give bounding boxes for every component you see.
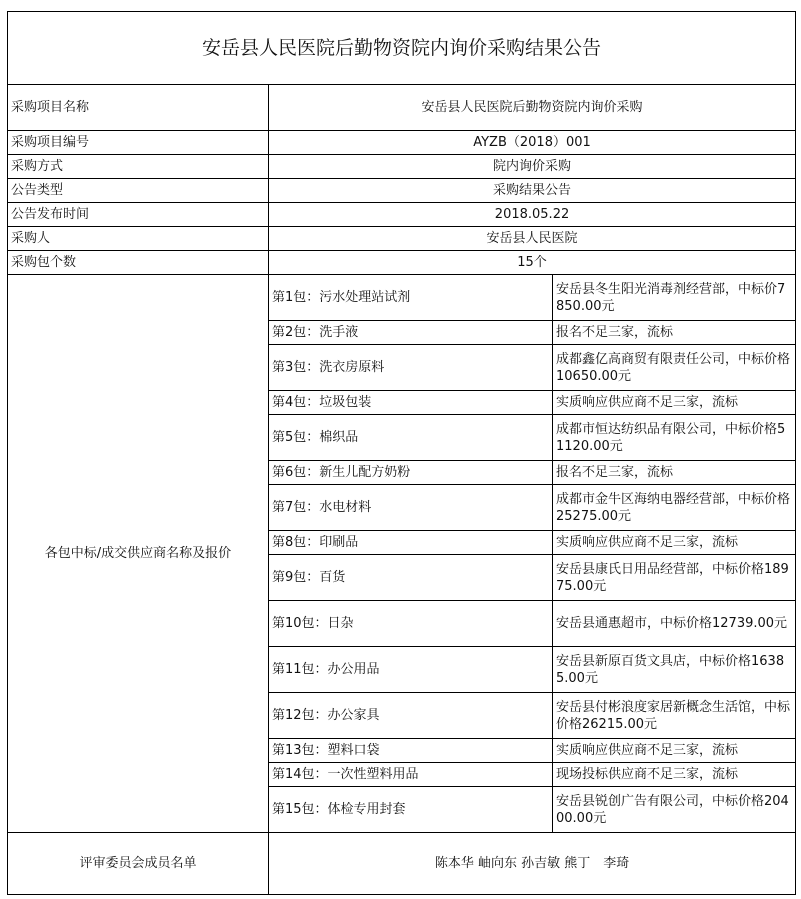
- package-name: 第11包：办公用品: [269, 647, 553, 693]
- package-count-value: 15个: [269, 251, 796, 275]
- announcement-type-value: 采购结果公告: [269, 179, 796, 203]
- package-name: 第13包：塑料口袋: [269, 739, 553, 763]
- project-number-value: AYZB（2018）001: [269, 131, 796, 155]
- packages-label: 各包中标/成交供应商名称及报价: [8, 275, 269, 833]
- package-name: 第10包：日杂: [269, 601, 553, 647]
- package-name: 第5包：棉织品: [269, 415, 553, 461]
- procurement-method-value: 院内询价采购: [269, 155, 796, 179]
- project-number-label: 采购项目编号: [8, 131, 269, 155]
- purchaser-label: 采购人: [8, 227, 269, 251]
- package-name: 第12包：办公家具: [269, 693, 553, 739]
- package-name: 第4包：垃圾包装: [269, 391, 553, 415]
- announcement-title: 安岳县人民医院后勤物资院内询价采购结果公告: [8, 12, 796, 85]
- package-name: 第15包：体检专用封套: [269, 787, 553, 833]
- package-name: 第14包：一次性塑料用品: [269, 763, 553, 787]
- package-name: 第3包：洗衣房原料: [269, 345, 553, 391]
- package-result: 现场投标供应商不足三家，流标: [553, 763, 796, 787]
- package-result: 安岳县通惠超市，中标价格12739.00元: [553, 601, 796, 647]
- committee-members: 陈本华 岫向东 孙吉敏 熊丁 李琦: [269, 833, 796, 895]
- package-result: 安岳县冬生阳光消毒剂经营部，中标价7850.00元: [553, 275, 796, 321]
- package-name: 第2包：洗手液: [269, 321, 553, 345]
- package-result: 成都市恒达纺织品有限公司，中标价格51120.00元: [553, 415, 796, 461]
- package-name: 第1包：污水处理站试剂: [269, 275, 553, 321]
- package-result: 安岳县康氏日用品经营部，中标价格18975.00元: [553, 555, 796, 601]
- publish-date-value: 2018.05.22: [269, 203, 796, 227]
- package-name: 第9包：百货: [269, 555, 553, 601]
- package-name: 第8包：印刷品: [269, 531, 553, 555]
- package-name: 第7包：水电材料: [269, 485, 553, 531]
- package-result: 实质响应供应商不足三家，流标: [553, 531, 796, 555]
- package-result: 安岳县新原百货文具店，中标价格16385.00元: [553, 647, 796, 693]
- committee-label: 评审委员会成员名单: [8, 833, 269, 895]
- package-result: 安岳县付彬浪度家居新概念生活馆，中标价格26215.00元: [553, 693, 796, 739]
- project-name-label: 采购项目名称: [8, 85, 269, 131]
- package-result: 实质响应供应商不足三家，流标: [553, 739, 796, 763]
- announcement-type-label: 公告类型: [8, 179, 269, 203]
- package-result: 报名不足三家，流标: [553, 461, 796, 485]
- package-result: 成都鑫亿高商贸有限责任公司，中标价格10650.00元: [553, 345, 796, 391]
- publish-date-label: 公告发布时间: [8, 203, 269, 227]
- package-result: 安岳县锐创广告有限公司，中标价格20400.00元: [553, 787, 796, 833]
- package-result: 报名不足三家，流标: [553, 321, 796, 345]
- project-name-value: 安岳县人民医院后勤物资院内询价采购: [269, 85, 796, 131]
- package-name: 第6包：新生儿配方奶粉: [269, 461, 553, 485]
- result-announcement-table: [7, 11, 796, 895]
- package-count-label: 采购包个数: [8, 251, 269, 275]
- purchaser-value: 安岳县人民医院: [269, 227, 796, 251]
- package-result: 成都市金牛区海纳电器经营部，中标价格25275.00元: [553, 485, 796, 531]
- package-result: 实质响应供应商不足三家，流标: [553, 391, 796, 415]
- procurement-method-label: 采购方式: [8, 155, 269, 179]
